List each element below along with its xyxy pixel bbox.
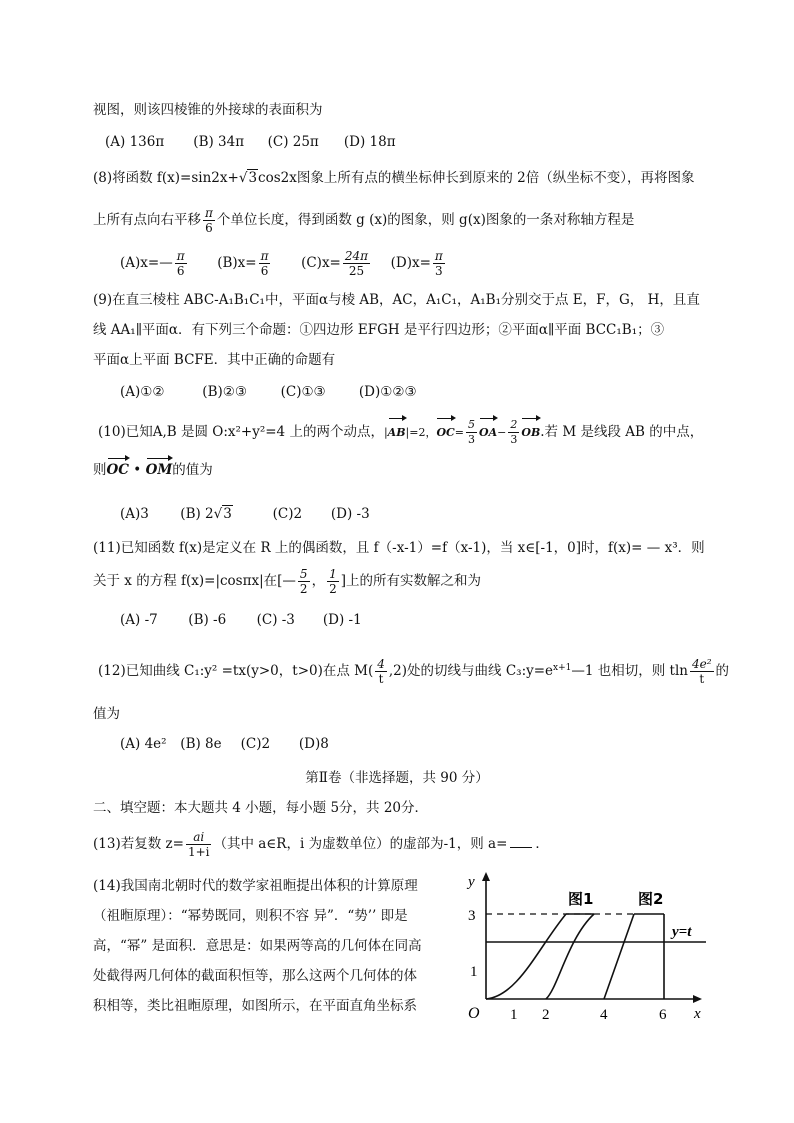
q9-line1: (9)在直三棱柱 ABC-A₁B₁C₁中，平面α与棱 AB，AC，A₁C₁，A₁B₁分别交于点 E，F，G， H，且直 — [93, 292, 700, 308]
q11-option-d: (D) -1 — [322, 612, 362, 628]
dot-operator: • — [129, 462, 146, 478]
y-axis-arrow-icon — [482, 872, 490, 881]
fraction — [186, 830, 212, 859]
q10-text-e: 则 — [93, 462, 107, 478]
figure-1-right-curve — [546, 914, 594, 999]
q10-text-d: .若 M 是线段 AB 的中点， — [540, 424, 704, 440]
q10-option-d: (D) -3 — [330, 506, 370, 522]
fraction — [433, 249, 445, 278]
q8-option-c: (C)x= — [301, 255, 341, 271]
q9-option-a: (A)①② — [120, 384, 165, 400]
q8-option-a: (A)x=— — [120, 255, 173, 271]
q10-text-c: = — [454, 426, 465, 439]
q12-line2: 值为 — [93, 706, 120, 722]
q10-option-b — [180, 504, 268, 524]
answer-blank — [510, 847, 532, 848]
y-tick-1: 1 — [470, 964, 478, 980]
q10-option-a: (A)3 — [120, 506, 149, 522]
minus-sign: − — [497, 426, 507, 439]
q8-option-b: (B)x= — [217, 255, 257, 271]
q12-line1 — [98, 652, 729, 687]
q10-options — [120, 504, 370, 524]
q12-text-a: (12)已知曲线 C₁:y² =tx(y>0，t>0)在点 M( — [98, 663, 374, 679]
zugeng-figure — [458, 868, 718, 1028]
q7-option-c: (C) 25π — [267, 134, 319, 150]
q10-text-f: 的值为 — [172, 462, 213, 478]
vector-oa: OA — [479, 420, 497, 446]
q7-option-b: (B) 34π — [193, 134, 245, 150]
fraction — [508, 418, 519, 447]
fraction-numerator: 5 — [299, 567, 308, 581]
fraction-denominator: 6 — [260, 264, 269, 278]
fraction-numerator: π — [176, 249, 185, 263]
q8-text-d: 个单位长度，得到函数 g (x)的图象，则 g(x)图象的一条对称轴方程是 — [216, 212, 635, 228]
q12-options — [120, 734, 329, 754]
fraction — [343, 249, 370, 278]
q9-option-d: (D)①②③ — [358, 384, 417, 400]
sqrt-radicand: 3 — [223, 506, 232, 522]
fraction-numerator: 4e² — [692, 657, 712, 671]
fraction — [375, 657, 387, 686]
fraction — [466, 418, 477, 447]
q11-line2 — [93, 566, 481, 596]
vector-oc: OC — [436, 420, 454, 446]
fraction-denominator: 6 — [176, 264, 185, 278]
sqrt-symbol: √3 — [238, 170, 258, 186]
q9-option-b: (B)②③ — [202, 384, 247, 400]
fraction-numerator: 2 — [510, 418, 518, 431]
q12-text-b: ,2)处的切线与曲线 C₃:y=e — [388, 663, 554, 679]
fraction-numerator: 4 — [377, 657, 385, 671]
fraction-numerator: π — [205, 206, 213, 220]
sqrt-symbol: √3 — [213, 506, 232, 522]
fraction-numerator: 24π — [344, 249, 369, 263]
q12-option-a: (A) 4e² — [120, 736, 167, 752]
origin-label: O — [468, 1005, 480, 1022]
q10-option-c: (C)2 — [272, 506, 303, 522]
fraction — [203, 206, 215, 235]
figure-2-left-edge — [604, 914, 634, 999]
fraction-numerator: π — [434, 249, 443, 263]
q12-text-d: 的 — [715, 663, 730, 679]
q8-text-b: cos2x图象上所有点的横坐标伸长到原来的 2倍（纵坐标不变），再将图象 — [258, 170, 695, 186]
q8-text-a: (8)将函数 f(x)=sin2x+ — [93, 170, 239, 186]
fraction-denominator: t — [378, 672, 384, 686]
q14-line3: 高，“幂” 是面积．意思是：如果两等高的几何体在同高 — [93, 938, 422, 954]
q13-line — [93, 828, 549, 860]
q10-text-a: (10)已知A,B 是圆 O:x²+y²=4 上的两个动点， — [98, 424, 384, 440]
x-tick-6: 6 — [659, 1007, 667, 1023]
fraction-denominator: 2 — [329, 582, 337, 596]
q8-line1 — [93, 168, 694, 188]
q12-text-c: —1 也相切，则 tln — [571, 663, 688, 679]
fraction-denominator: 2 — [299, 582, 308, 596]
q13-text-b: （其中 a∈R，i 为虚数单位）的虚部为-1，则 a= — [213, 836, 508, 852]
q11-option-a: (A) -7 — [120, 612, 158, 628]
line-y-t-label: y=t — [672, 924, 692, 940]
fraction-denominator: 6 — [205, 221, 213, 235]
fraction-denominator: 3 — [435, 264, 443, 278]
q14-line2: （祖暅原理）：“幂势既同，则积不容 异”．“势’’ 即是 — [93, 908, 408, 924]
q9-line3: 平面α上平面 BCFE．其中正确的命题有 — [93, 352, 336, 368]
fraction — [690, 657, 714, 686]
q10-text-b: =2， — [409, 426, 437, 439]
q8-line2 — [93, 206, 634, 235]
fraction — [327, 567, 339, 596]
q11-text-a: 关于 x 的方程 f(x)=|cosπx|在[— — [93, 573, 296, 589]
q14-line1: (14)我国南北朝时代的数学家祖暅提出体积的计算原理 — [93, 878, 418, 894]
figure-1-label: 图1 — [568, 890, 594, 908]
q9-line2: 线 AA₁∥平面α．有下列三个命题：①四边形 EFGH 是平行四边形；②平面α∥平面 BCC₁B₁；③ — [93, 322, 665, 338]
q13-text-a: (13)若复数 z= — [93, 836, 184, 852]
q10-option-b-text: (B) 2 — [180, 506, 214, 522]
fraction-numerator: 1 — [329, 567, 337, 581]
x-tick-1: 1 — [510, 1007, 518, 1023]
q8-options — [120, 248, 447, 278]
q11-line1: (11)已知函数 f(x)是定义在 R 上的偶函数，且 f（-x-1）=f（x-1)，当 x∈[-1，0]时，f(x)= — x³．则 — [93, 540, 705, 556]
x-axis-label: x — [694, 1006, 701, 1022]
fraction-numerator: 5 — [468, 418, 476, 431]
q11-text-b: ， — [311, 573, 326, 589]
q10-line2 — [93, 460, 213, 480]
x-tick-4: 4 — [600, 1007, 608, 1023]
y-axis-label: y — [468, 874, 475, 890]
q7-options — [105, 132, 396, 152]
y-tick-3: 3 — [468, 908, 476, 924]
vector-ab: AB — [388, 420, 406, 446]
q7-option-d: (D) 18π — [343, 134, 396, 150]
q10-line1: (10)已知A,B 是圆 O:x²+y²=4 上的两个动点，|AB|=2，OC= $\frac{5}{3}$ OA− $\frac{2}{3}$ OB.若 M 是线段 AB 的中点， — [98, 418, 704, 446]
fraction — [298, 567, 310, 596]
part-ii-heading: 第Ⅱ卷（非选择题，共 90 分） — [305, 770, 489, 786]
fraction-denominator: 3 — [510, 433, 518, 446]
fraction-numerator: ai — [186, 830, 212, 845]
fraction-numerator: π — [260, 249, 269, 263]
figure-2-label: 图2 — [638, 890, 664, 908]
q14-line4: 处截得两几何体的截面积恒等，那么这两个几何体的体 — [93, 968, 417, 984]
q7-option-a: (A) 136π — [105, 134, 165, 150]
q11-options — [120, 610, 362, 630]
vector-oc: OC — [106, 462, 130, 478]
q12-option-b: (B) 8e — [180, 736, 222, 752]
fraction — [259, 249, 271, 278]
q8-option-d: (D)x= — [390, 255, 431, 271]
exponent: x+1 — [553, 663, 572, 673]
q7-stem: 视图，则该四棱锥的外接球的表面积为 — [93, 102, 323, 118]
vector-om: OM — [145, 462, 173, 478]
fraction — [175, 249, 187, 278]
q11-option-b: (B) -6 — [188, 612, 227, 628]
fraction-denominator: 25 — [348, 264, 365, 278]
x-tick-2: 2 — [542, 1007, 550, 1023]
q8-text-c: 上所有点向右平移 — [93, 212, 201, 228]
q14-line5: 积相等，类比祖暅原理，如图所示，在平面直角坐标系 — [93, 998, 417, 1014]
fraction-denominator: 3 — [468, 433, 476, 446]
q9-options — [120, 382, 417, 402]
vector-ob: OB — [521, 420, 540, 446]
sqrt-radicand: 3 — [248, 170, 258, 186]
q12-option-c: (C)2 — [240, 736, 271, 752]
q13-text-c: ． — [535, 836, 549, 852]
q11-text-c: ]上的所有实数解之和为 — [340, 573, 481, 589]
q9-option-c: (C)①③ — [280, 384, 326, 400]
fraction-denominator: t — [699, 672, 705, 686]
fraction-denominator: 1+i — [187, 845, 210, 859]
q12-option-d: (D)8 — [298, 736, 329, 752]
q11-option-c: (C) -3 — [256, 612, 295, 628]
x-axis-arrow-icon — [693, 995, 702, 1003]
section-heading: 二、填空题：本大题共 4 小题，每小题 5分，共 20分． — [93, 800, 429, 816]
